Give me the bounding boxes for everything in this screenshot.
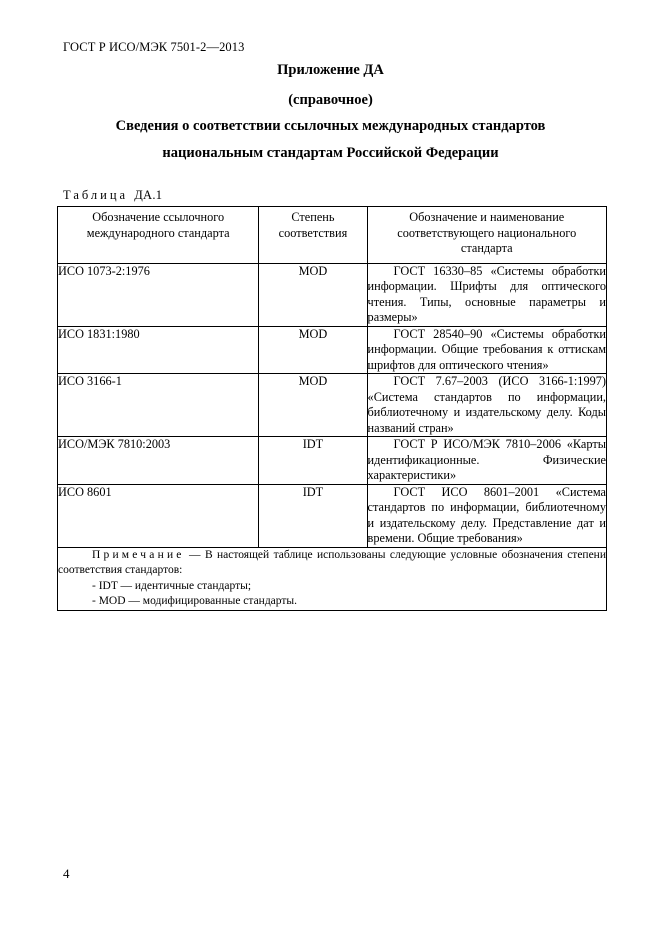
national-standard-cell xyxy=(367,326,606,374)
note-heading xyxy=(58,548,606,579)
national-standard-cell xyxy=(367,263,606,326)
note-text: — В настоящей таблице использованы следующие условные обозначения степени соответствия стандартов: xyxy=(58,548,606,576)
table-row xyxy=(58,326,607,374)
note-item-mod: - MOD — модифицированные стандарты. xyxy=(92,595,298,607)
note-item-idt: - IDT — идентичные стандарты; xyxy=(92,579,252,592)
degree-cell: IDT xyxy=(259,484,367,547)
reference-standard-cell: ИСО 3166-1 xyxy=(58,374,259,437)
national-standard-text: ГОСТ 16330–85 «Системы обработки информации. Шрифты для оптического чтения. Типы, основные параметры и размеры» xyxy=(367,263,606,324)
national-standard-cell xyxy=(367,484,606,547)
document-code: ГОСТ Р ИСО/МЭК 7501-2—2013 xyxy=(63,40,245,54)
national-standard-text: ГОСТ Р ИСО/МЭК 7810–2006 «Карты идентификационные. Физические характеристики» xyxy=(367,437,606,482)
table-label xyxy=(63,188,162,203)
reference-standard-cell: ИСО/МЭК 7810:2003 xyxy=(58,437,259,485)
national-standard-text: ГОСТ ИСО 8601–2001 «Система стандартов по информации, библиотечному и издательскому делу. Представление дат и времени. Общие требования» xyxy=(367,484,606,545)
table-row xyxy=(58,484,607,547)
standards-correspondence-table xyxy=(57,206,607,611)
column-header-degree: Степень соответствия xyxy=(259,207,367,264)
degree-cell: MOD xyxy=(259,374,367,437)
table-note xyxy=(58,547,607,610)
table-note-row xyxy=(58,547,607,610)
column-header-national: Обозначение и наименование соответствующего национального стандарта xyxy=(367,207,606,264)
appendix-type: (справочное) xyxy=(288,92,373,108)
table-row xyxy=(58,374,607,437)
table-label-number: ДА.1 xyxy=(134,188,163,202)
appendix-heading-line-2: национальным стандартам Российской Федерации xyxy=(162,145,499,161)
table-label-word: Таблица xyxy=(63,188,129,202)
degree-cell: IDT xyxy=(259,437,367,485)
national-standard-cell xyxy=(367,437,606,485)
national-standard-cell xyxy=(367,374,606,437)
degree-cell: MOD xyxy=(259,263,367,326)
table-row xyxy=(58,263,607,326)
degree-cell: MOD xyxy=(259,326,367,374)
reference-standard-cell: ИСО 1073-2:1976 xyxy=(58,263,259,326)
table-row xyxy=(58,437,607,485)
appendix-title: Приложение ДА xyxy=(277,62,384,78)
national-standard-text: ГОСТ 28540–90 «Системы обработки информации. Общие требования к оттискам шрифтов для оптического чтения» xyxy=(367,326,606,372)
column-header-reference: Обозначение ссылочного международного стандарта xyxy=(58,207,259,264)
reference-standard-cell: ИСО 1831:1980 xyxy=(58,326,259,374)
note-label: Примечание xyxy=(92,548,185,561)
reference-standard-cell: ИСО 8601 xyxy=(58,484,259,547)
table-header-row xyxy=(58,207,607,264)
national-standard-text: ГОСТ 7.67–2003 (ИСО 3166-1:1997) «Система стандартов по информации, библиотечному и издательскому делу. Коды названий стран» xyxy=(367,374,606,435)
appendix-heading-line-1: Сведения о соответствии ссылочных международных стандартов xyxy=(115,118,546,134)
page-number: 4 xyxy=(63,866,70,881)
